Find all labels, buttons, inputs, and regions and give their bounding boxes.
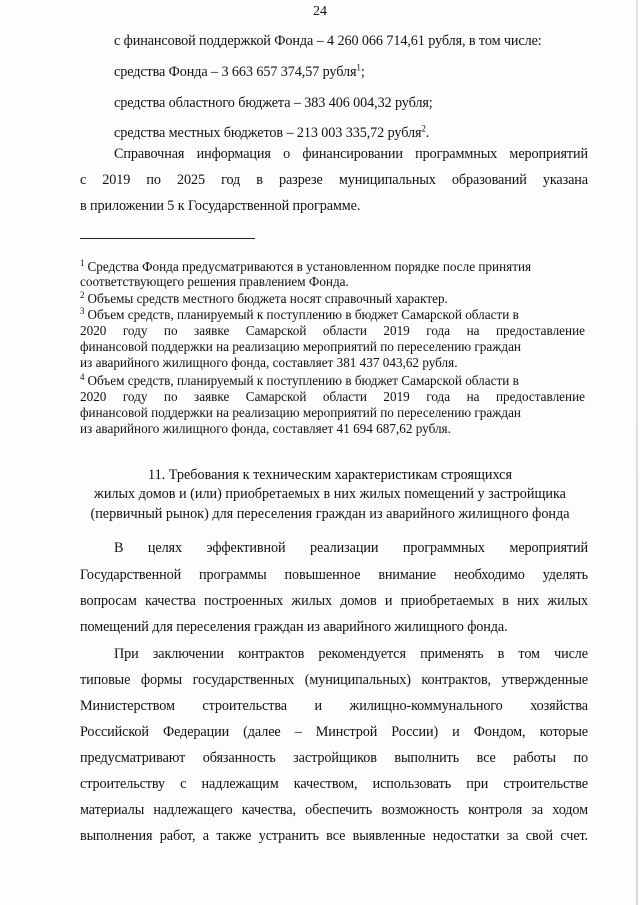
page-number: 24	[313, 4, 327, 19]
para2-line-2: типовые формы государственных (муниципальных) контрактов, утвержденные	[80, 672, 588, 688]
para2-line-1: При заключении контрактов рекомендуется применять в том числе	[114, 646, 588, 662]
footnote-4-line-4: из аварийного жилищного фонда, составляет 41 694 687,62 рубля.	[80, 421, 451, 436]
section-heading-line-2: жилых домов и (или) приобретаемых в них жилых помещений у застройщика	[94, 486, 566, 502]
footnote-4-line-1: Объем средств, планируемый к поступлению в бюджет Самарской области в	[87, 373, 519, 388]
section-heading-line-1: 11. Требования к техническим характеристикам строящихся	[148, 467, 512, 483]
footnote-3-line-1: Объем средств, планируемый к поступлению в бюджет Самарской области в	[87, 307, 519, 322]
footnote-4-line-3: финансовой поддержки на реализацию мероприятий по переселению граждан	[80, 405, 521, 420]
footnote-1-line-1: Средства Фонда предусматриваются в установленном порядке после принятия	[87, 259, 532, 274]
para2-line-4: Российской Федерации (далее – Минстрой России) и Фондом, которые	[80, 724, 588, 740]
footnote-3	[80, 307, 585, 322]
para1-line-1: В целях эффективной реализации программных мероприятий	[114, 540, 588, 556]
footnote-3-line-4: из аварийного жилищного фонда, составляет 381 437 043,62 рубля.	[80, 355, 458, 370]
para1-line-2: Государственной программы повышенное внимание необходимо уделять	[80, 567, 588, 583]
footnote-2-line-1: Объемы средств местного бюджета носят справочный характер.	[87, 291, 448, 306]
footnote-1-line-2: соответствующего решения правлением Фонда.	[80, 274, 349, 289]
footnote-ref-1: 1	[356, 62, 361, 73]
footnote-4-line-2: 2020 году по заявке Самарской области 2019 года на предоставление	[80, 389, 585, 404]
para2-line-3: Министерством строительства и жилищно-коммунального хозяйства	[80, 698, 588, 714]
footnote-1-number: 1	[80, 257, 85, 268]
para1-line-3: вопросам качества построенных жилых домов и приобретаемых в них жилых	[80, 593, 588, 609]
footnote-1	[80, 259, 585, 274]
fund-means-line	[114, 64, 365, 81]
fund-support-line: с финансовой поддержкой Фонда – 4 260 066 714,61 рубля, в том числе:	[114, 33, 542, 49]
footnote-3-line-2: 2020 году по заявке Самарской области 2019 года на предоставление	[80, 323, 585, 338]
reference-line-1: Справочная информация о финансировании программных мероприятий	[114, 146, 588, 162]
local-budget-tail: .	[425, 125, 430, 141]
para2-line-5: предусматривают обязанность застройщиков выполнить все работы по	[80, 750, 588, 766]
fund-means-tail: ;	[360, 64, 365, 80]
fund-means-text: средства Фонда – 3 663 657 374,57 рубля	[114, 64, 357, 80]
footnote-3-line-3: финансовой поддержки на реализацию мероприятий по переселению граждан	[80, 339, 521, 354]
para2-line-7: материалы надлежащего качества, обеспечить возможность контроля за ходом	[80, 802, 588, 818]
regional-budget-line: средства областного бюджета – 383 406 004,32 рубля;	[114, 95, 433, 111]
local-budget-line	[114, 125, 429, 142]
reference-line-2: с 2019 по 2025 год в разрезе муниципальных образований указана	[80, 172, 588, 188]
footnote-ref-2: 2	[421, 123, 426, 134]
para2-line-6: строительству с надлежащим качеством, использовать при строительстве	[80, 776, 588, 792]
footnote-separator	[80, 238, 255, 239]
footnote-2	[80, 291, 585, 306]
footnote-4-number: 4	[80, 371, 85, 382]
local-budget-text: средства местных бюджетов – 213 003 335,72 рубля	[114, 125, 422, 141]
footnote-2-number: 2	[80, 289, 85, 300]
para2-line-8: выполнения работ, а также устранить все выявленные недостатки за свой счет.	[80, 828, 588, 844]
section-heading-line-3: (первичный рынок) для переселения граждан из аварийного жилищного фонда	[90, 506, 570, 522]
footnote-4	[80, 373, 585, 388]
scan-edge-shadow	[636, 0, 638, 905]
footnote-3-number: 3	[80, 305, 85, 316]
para1-line-4: помещений для переселения граждан из аварийного жилищного фонда.	[80, 619, 508, 635]
reference-line-3: в приложении 5 к Государственной программе.	[80, 198, 361, 214]
